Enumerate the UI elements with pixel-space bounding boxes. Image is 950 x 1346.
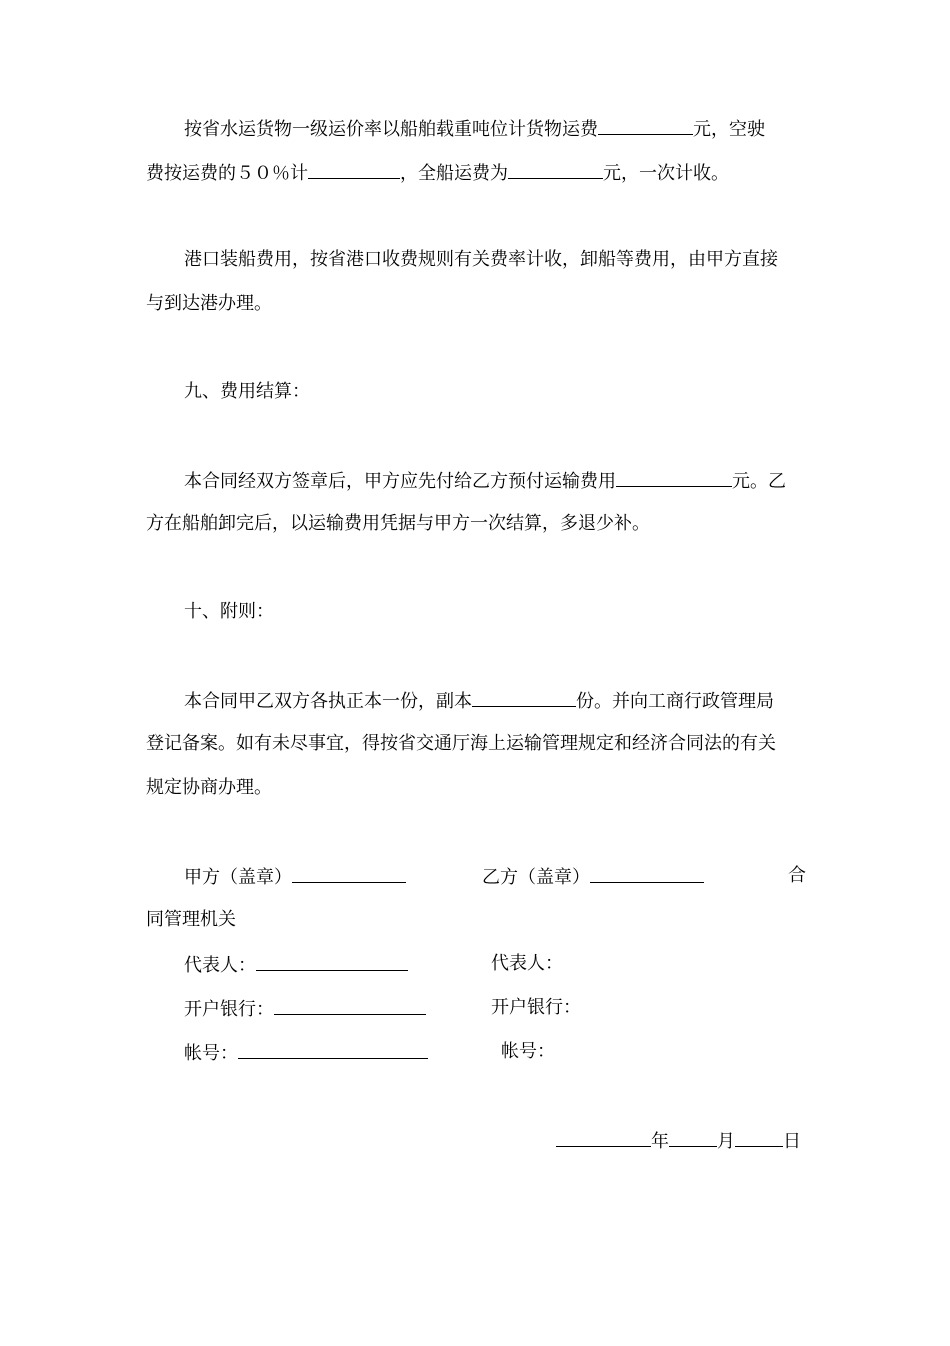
authority-tail: 同管理机关: [146, 909, 236, 930]
prepay-amount-blank: [616, 468, 732, 487]
month-label: 月: [717, 1131, 735, 1152]
day-blank: [735, 1128, 783, 1147]
bank-a-blank: [274, 996, 426, 1015]
month-blank: [669, 1128, 717, 1147]
party-b-seal-blank: [590, 864, 704, 883]
supplementary-line-2: 登记备案。如有未尽事宜，得按省交通厅海上运输管理规定和经济合同法的有关: [146, 733, 776, 754]
one-time-charge-text: 元，一次计收。: [603, 163, 729, 184]
freight-amount-blank: [598, 116, 693, 135]
representative-a-blank: [256, 952, 408, 971]
year-label: 年: [651, 1131, 669, 1152]
bank-b: 开户银行：: [491, 997, 581, 1018]
freight-text-a: 按省水运货物一级运价率以船舶载重吨位计货物运费: [184, 119, 598, 140]
empty-run-amount-blank: [308, 160, 400, 179]
total-freight-blank: [508, 160, 603, 179]
representative-b: 代表人：: [491, 953, 563, 974]
bank-a: 开户银行：: [184, 996, 426, 1022]
year-blank: [556, 1128, 651, 1147]
settlement-line-2: 方在船舶卸完后，以运输费用凭据与甲方一次结算，多退少补。: [146, 513, 650, 534]
representative-a: 代表人：: [184, 952, 408, 978]
supplementary-line-1: 本合同甲乙双方各执正本一份，副本 份。并向工商行政管理局: [184, 688, 774, 714]
settlement-line-1: 本合同经双方签章后，甲方应先付给乙方预付运输费用 元。乙: [184, 468, 786, 494]
party-a-seal: 甲方（盖章）: [184, 864, 406, 890]
supplementary-line-3: 规定协商办理。: [146, 777, 272, 798]
date-line: [556, 1128, 801, 1154]
copies-count-blank: [472, 688, 576, 707]
account-a-blank: [238, 1040, 428, 1059]
section-10-title: 十、附则：: [184, 601, 274, 622]
authority-head: 合: [788, 865, 806, 886]
port-fees-line-1: 港口装船费用，按省港口收费规则有关费率计收，卸船等费用，由甲方直接: [184, 249, 778, 270]
account-a: 帐号：: [184, 1040, 428, 1066]
freight-line-2: [146, 160, 729, 186]
account-b: 帐号：: [501, 1041, 555, 1062]
section-9-title: 九、费用结算：: [184, 381, 310, 402]
freight-text-b: 元，空驶: [693, 119, 765, 140]
empty-run-text: 费按运费的５０％计: [146, 163, 308, 184]
party-a-seal-blank: [292, 864, 406, 883]
day-label: 日: [783, 1131, 801, 1152]
total-freight-text: ，全船运费为: [400, 163, 508, 184]
port-fees-line-2: 与到达港办理。: [146, 293, 272, 314]
party-b-seal: 乙方（盖章）: [482, 864, 704, 890]
freight-line-1: [184, 116, 765, 142]
